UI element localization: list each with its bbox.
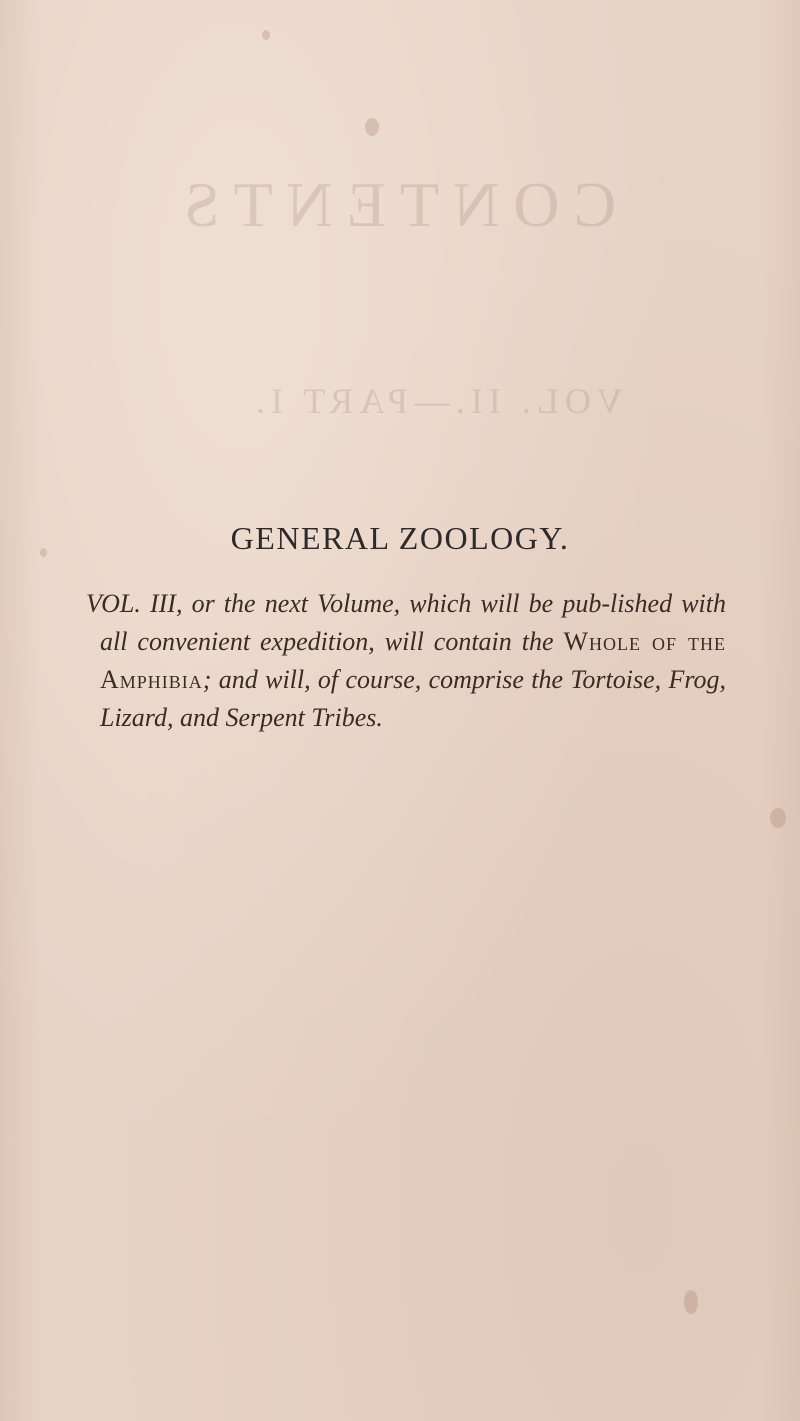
page-heading: GENERAL ZOOLOGY.	[230, 520, 570, 556]
notice-small-caps: Whole of the Amphibia	[100, 627, 727, 694]
foxing-spot	[770, 808, 786, 828]
foxing-spot	[262, 30, 270, 40]
notice-text-2: ; and will, of course, comprise the Tortoise, Frog, Lizard, and Serpent Tribes.	[100, 665, 726, 732]
notice-text-1: VOL. III, or the next Volume, which will be pub-lished with all convenient expedition, will contain the	[86, 589, 726, 656]
foxing-spot	[684, 1290, 698, 1314]
bleed-through-vol: VOL. II.—PART I.	[250, 381, 623, 421]
bleed-through-contents: CONTENTS	[170, 169, 617, 240]
foxing-spot	[365, 118, 379, 136]
volume-notice	[86, 585, 726, 737]
